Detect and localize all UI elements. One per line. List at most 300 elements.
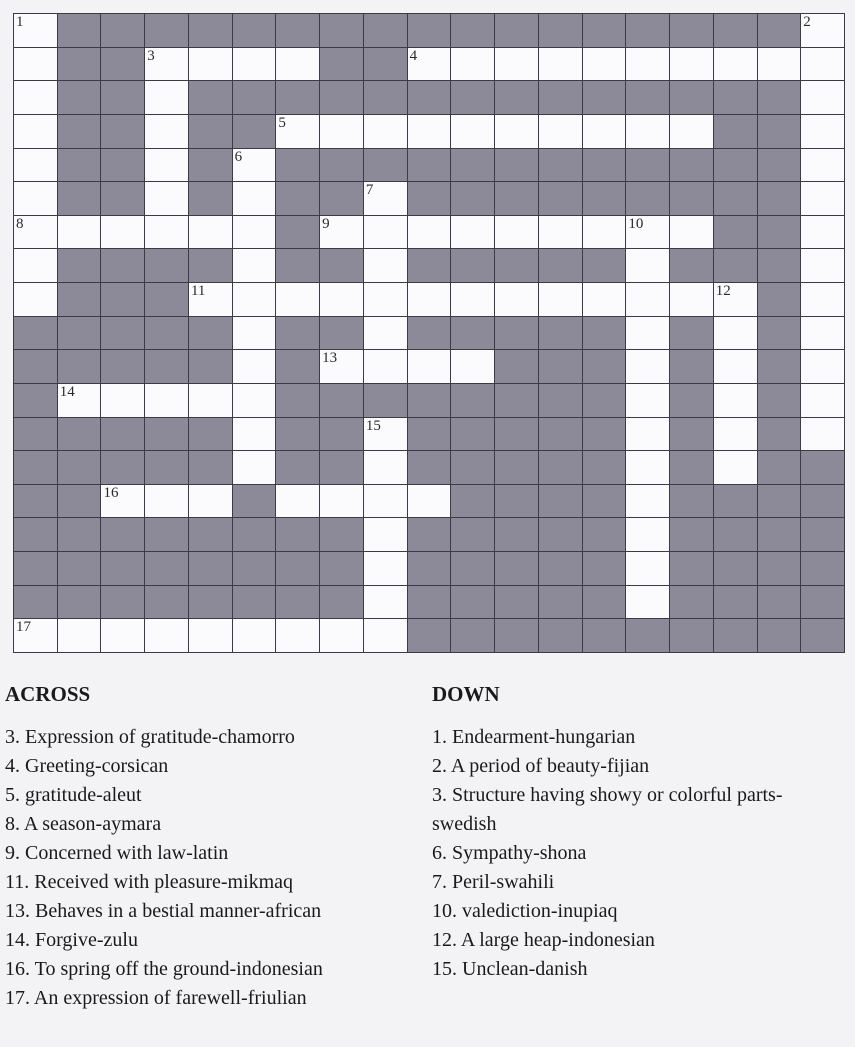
grid-cell-blocked — [58, 485, 101, 518]
grid-cell-blocked — [451, 518, 494, 551]
grid-cell-blocked — [320, 182, 363, 215]
grid-cell-blocked — [14, 418, 57, 451]
grid-cell-open[interactable] — [626, 485, 669, 518]
grid-cell-blocked — [539, 586, 582, 619]
grid-cell-blocked — [451, 384, 494, 417]
grid-cell-open[interactable] — [145, 619, 188, 652]
grid-cell-open[interactable] — [451, 216, 494, 249]
grid-cell-blocked — [14, 518, 57, 551]
grid-cell-blocked — [189, 182, 232, 215]
grid-cell-open[interactable] — [233, 249, 276, 282]
grid-cell-open[interactable] — [276, 48, 319, 81]
grid-cell-open[interactable] — [801, 182, 844, 215]
grid-cell-blocked — [101, 451, 144, 484]
grid-cell-blocked — [714, 619, 757, 652]
grid-cell-open[interactable] — [101, 384, 144, 417]
grid-cell-open[interactable] — [408, 283, 451, 316]
grid-cell-open[interactable] — [626, 283, 669, 316]
grid-cell-open[interactable] — [801, 115, 844, 148]
grid-cell-blocked — [276, 249, 319, 282]
grid-cell-open[interactable] — [495, 283, 538, 316]
grid-cell-blocked — [451, 418, 494, 451]
grid-cell-blocked — [714, 81, 757, 114]
grid-cell-blocked — [670, 451, 713, 484]
grid-cell-blocked — [408, 552, 451, 585]
grid-cell-blocked — [451, 14, 494, 47]
grid-cell-blocked — [451, 552, 494, 585]
grid-cell-open[interactable] — [801, 14, 844, 47]
grid-cell-open[interactable] — [583, 48, 626, 81]
grid-cell-blocked — [101, 115, 144, 148]
grid-cell-blocked — [670, 182, 713, 215]
grid-cell-open[interactable] — [58, 384, 101, 417]
grid-cell-blocked — [145, 350, 188, 383]
down-clue: 6. Sympathy-shona — [432, 842, 587, 864]
grid-cell-blocked — [408, 317, 451, 350]
grid-cell-blocked — [58, 518, 101, 551]
grid-cell-blocked — [320, 14, 363, 47]
grid-cell-blocked — [714, 149, 757, 182]
grid-cell-open[interactable] — [714, 317, 757, 350]
grid-cell-blocked — [670, 619, 713, 652]
grid-cell-blocked — [189, 249, 232, 282]
grid-cell-blocked — [233, 552, 276, 585]
clue-number: 2 — [803, 14, 811, 30]
crossword-grid — [13, 13, 845, 653]
across-clue: 16. To spring off the ground-indonesian — [5, 958, 323, 980]
grid-cell-open[interactable] — [408, 216, 451, 249]
grid-cell-open[interactable] — [145, 485, 188, 518]
grid-cell-open[interactable] — [320, 283, 363, 316]
grid-cell-blocked — [145, 586, 188, 619]
grid-cell-blocked — [189, 14, 232, 47]
grid-cell-blocked — [758, 283, 801, 316]
grid-cell-open[interactable] — [539, 48, 582, 81]
grid-cell-blocked — [495, 182, 538, 215]
grid-cell-open[interactable] — [145, 384, 188, 417]
grid-cell-blocked — [189, 418, 232, 451]
grid-cell-blocked — [408, 149, 451, 182]
grid-cell-open[interactable] — [189, 485, 232, 518]
grid-cell-open[interactable] — [233, 317, 276, 350]
grid-cell-blocked — [670, 14, 713, 47]
grid-cell-blocked — [758, 317, 801, 350]
grid-cell-blocked — [145, 317, 188, 350]
grid-cell-open[interactable] — [583, 115, 626, 148]
grid-cell-blocked — [670, 418, 713, 451]
grid-cell-blocked — [495, 586, 538, 619]
grid-cell-open[interactable] — [801, 249, 844, 282]
grid-cell-open[interactable] — [364, 249, 407, 282]
grid-cell-open[interactable] — [14, 48, 57, 81]
grid-cell-blocked — [101, 317, 144, 350]
grid-cell-blocked — [408, 14, 451, 47]
grid-cell-blocked — [233, 518, 276, 551]
grid-cell-open[interactable] — [364, 418, 407, 451]
grid-cell-blocked — [626, 619, 669, 652]
grid-cell-blocked — [714, 115, 757, 148]
grid-cell-open[interactable] — [189, 619, 232, 652]
grid-cell-blocked — [320, 149, 363, 182]
grid-cell-blocked — [758, 384, 801, 417]
grid-cell-open[interactable] — [14, 619, 57, 652]
grid-cell-blocked — [758, 485, 801, 518]
grid-cell-blocked — [758, 249, 801, 282]
grid-cell-open[interactable] — [233, 283, 276, 316]
grid-cell-open[interactable] — [583, 283, 626, 316]
grid-cell-open[interactable] — [670, 283, 713, 316]
grid-cell-open[interactable] — [320, 115, 363, 148]
grid-cell-open[interactable] — [364, 317, 407, 350]
grid-cell-open[interactable] — [801, 350, 844, 383]
grid-cell-open[interactable] — [539, 283, 582, 316]
grid-cell-open[interactable] — [626, 384, 669, 417]
grid-cell-blocked — [276, 451, 319, 484]
grid-cell-open[interactable] — [101, 485, 144, 518]
grid-cell-open[interactable] — [626, 48, 669, 81]
clue-number: 9 — [322, 215, 330, 232]
grid-cell-blocked — [276, 350, 319, 383]
grid-cell-blocked — [495, 350, 538, 383]
grid-cell-open[interactable] — [320, 350, 363, 383]
grid-cell-open[interactable] — [233, 182, 276, 215]
grid-cell-blocked — [801, 451, 844, 484]
grid-cell-blocked — [320, 418, 363, 451]
grid-cell-blocked — [539, 552, 582, 585]
grid-cell-open[interactable] — [626, 518, 669, 551]
grid-cell-open[interactable] — [408, 48, 451, 81]
grid-cell-blocked — [58, 586, 101, 619]
grid-cell-open[interactable] — [189, 384, 232, 417]
grid-cell-open[interactable] — [801, 418, 844, 451]
across-clue: 11. Received with pleasure-mikmaq — [5, 871, 294, 893]
grid-cell-blocked — [276, 586, 319, 619]
grid-cell-open[interactable] — [233, 418, 276, 451]
grid-cell-blocked — [495, 317, 538, 350]
grid-cell-blocked — [101, 249, 144, 282]
grid-cell-blocked — [626, 182, 669, 215]
grid-cell-open[interactable] — [451, 48, 494, 81]
grid-cell-open[interactable] — [626, 350, 669, 383]
grid-cell-blocked — [320, 384, 363, 417]
grid-cell-open[interactable] — [14, 81, 57, 114]
grid-cell-open[interactable] — [408, 115, 451, 148]
grid-cell-open[interactable] — [364, 115, 407, 148]
grid-cell-blocked — [583, 182, 626, 215]
grid-cell-open[interactable] — [276, 619, 319, 652]
grid-cell-open[interactable] — [714, 418, 757, 451]
grid-cell-blocked — [408, 518, 451, 551]
grid-cell-blocked — [58, 418, 101, 451]
grid-cell-blocked — [408, 451, 451, 484]
grid-cell-blocked — [495, 552, 538, 585]
grid-cell-blocked — [670, 485, 713, 518]
across-clue: 13. Behaves in a bestial manner-african — [5, 900, 322, 922]
grid-cell-blocked — [626, 149, 669, 182]
grid-cell-blocked — [539, 14, 582, 47]
grid-cell-open[interactable] — [233, 350, 276, 383]
grid-cell-blocked — [539, 317, 582, 350]
clue-number: 10 — [628, 215, 644, 232]
grid-cell-blocked — [714, 485, 757, 518]
grid-cell-blocked — [758, 451, 801, 484]
grid-cell-blocked — [539, 485, 582, 518]
grid-cell-open[interactable] — [101, 216, 144, 249]
grid-cell-open[interactable] — [714, 384, 757, 417]
clue-number: 16 — [103, 484, 119, 501]
grid-cell-blocked — [758, 619, 801, 652]
grid-cell-blocked — [58, 182, 101, 215]
grid-cell-open[interactable] — [801, 81, 844, 114]
grid-cell-blocked — [408, 586, 451, 619]
clue-number: 6 — [234, 148, 243, 165]
grid-cell-blocked — [801, 552, 844, 585]
grid-cell-open[interactable] — [276, 485, 319, 518]
grid-cell-open[interactable] — [364, 283, 407, 316]
grid-cell-open[interactable] — [801, 317, 844, 350]
grid-cell-open[interactable] — [14, 283, 57, 316]
grid-cell-blocked — [583, 249, 626, 282]
grid-cell-open[interactable] — [626, 216, 669, 249]
grid-cell-blocked — [58, 451, 101, 484]
grid-cell-blocked — [758, 518, 801, 551]
grid-cell-blocked — [408, 619, 451, 652]
grid-cell-open[interactable] — [670, 48, 713, 81]
clue-number: 15 — [365, 417, 381, 434]
grid-cell-blocked — [714, 14, 757, 47]
grid-cell-blocked — [451, 586, 494, 619]
across-heading: ACROSS — [5, 682, 91, 706]
grid-cell-open[interactable] — [14, 182, 57, 215]
grid-cell-open[interactable] — [276, 115, 319, 148]
grid-cell-blocked — [58, 48, 101, 81]
grid-cell-open[interactable] — [364, 619, 407, 652]
grid-cell-open[interactable] — [320, 619, 363, 652]
grid-cell-open[interactable] — [714, 283, 757, 316]
grid-cell-blocked — [145, 552, 188, 585]
grid-cell-open[interactable] — [364, 552, 407, 585]
grid-cell-blocked — [495, 14, 538, 47]
grid-cell-open[interactable] — [451, 283, 494, 316]
grid-cell-blocked — [189, 115, 232, 148]
grid-cell-blocked — [583, 552, 626, 585]
grid-cell-open[interactable] — [189, 48, 232, 81]
grid-cell-open[interactable] — [626, 451, 669, 484]
grid-cell-open[interactable] — [626, 418, 669, 451]
grid-cell-blocked — [145, 14, 188, 47]
grid-cell-blocked — [276, 216, 319, 249]
grid-cell-blocked — [320, 249, 363, 282]
grid-cell-open[interactable] — [364, 350, 407, 383]
grid-cell-open[interactable] — [364, 586, 407, 619]
grid-cell-open[interactable] — [539, 115, 582, 148]
grid-cell-blocked — [101, 283, 144, 316]
grid-cell-blocked — [670, 384, 713, 417]
grid-cell-blocked — [145, 518, 188, 551]
grid-cell-open[interactable] — [801, 149, 844, 182]
grid-cell-blocked — [714, 182, 757, 215]
grid-cell-blocked — [714, 216, 757, 249]
grid-cell-open[interactable] — [145, 149, 188, 182]
down-heading: DOWN — [432, 682, 500, 706]
grid-cell-blocked — [495, 384, 538, 417]
grid-cell-blocked — [714, 518, 757, 551]
grid-cell-open[interactable] — [714, 350, 757, 383]
grid-cell-blocked — [539, 418, 582, 451]
grid-cell-blocked — [758, 350, 801, 383]
grid-cell-open[interactable] — [145, 115, 188, 148]
grid-cell-blocked — [364, 384, 407, 417]
grid-cell-open[interactable] — [320, 216, 363, 249]
grid-cell-blocked — [583, 384, 626, 417]
grid-cell-open[interactable] — [758, 48, 801, 81]
grid-cell-open[interactable] — [233, 384, 276, 417]
grid-cell-open[interactable] — [714, 48, 757, 81]
grid-cell-blocked — [539, 249, 582, 282]
grid-cell-blocked — [320, 586, 363, 619]
grid-cell-open[interactable] — [364, 216, 407, 249]
grid-cell-open[interactable] — [145, 48, 188, 81]
grid-cell-open[interactable] — [14, 249, 57, 282]
across-clue: 14. Forgive-zulu — [5, 929, 138, 951]
grid-cell-blocked — [276, 14, 319, 47]
grid-cell-blocked — [583, 418, 626, 451]
grid-cell-open[interactable] — [539, 216, 582, 249]
grid-cell-blocked — [408, 249, 451, 282]
grid-cell-open[interactable] — [495, 115, 538, 148]
grid-cell-open[interactable] — [320, 485, 363, 518]
clue-number: 5 — [278, 114, 286, 131]
grid-cell-open[interactable] — [626, 586, 669, 619]
grid-cell-open[interactable] — [801, 384, 844, 417]
grid-cell-blocked — [670, 350, 713, 383]
grid-cell-open[interactable] — [101, 619, 144, 652]
grid-cell-open[interactable] — [364, 182, 407, 215]
grid-cell-open[interactable] — [714, 451, 757, 484]
grid-cell-blocked — [758, 216, 801, 249]
grid-cell-open[interactable] — [495, 216, 538, 249]
grid-cell-open[interactable] — [233, 216, 276, 249]
grid-cell-open[interactable] — [801, 48, 844, 81]
clue-number: 17 — [16, 619, 31, 636]
grid-cell-blocked — [670, 317, 713, 350]
grid-cell-open[interactable] — [189, 283, 232, 316]
grid-cell-blocked — [670, 518, 713, 551]
grid-cell-open[interactable] — [626, 317, 669, 350]
grid-cell-open[interactable] — [801, 216, 844, 249]
grid-cell-blocked — [495, 485, 538, 518]
grid-cell-blocked — [101, 552, 144, 585]
grid-cell-blocked — [451, 485, 494, 518]
grid-cell-blocked — [320, 81, 363, 114]
grid-cell-blocked — [801, 485, 844, 518]
grid-cell-blocked — [101, 14, 144, 47]
grid-cell-open[interactable] — [233, 619, 276, 652]
grid-cell-blocked — [276, 552, 319, 585]
down-clue: 12. A large heap-indonesian — [432, 929, 655, 951]
grid-cell-open[interactable] — [626, 249, 669, 282]
grid-cell-blocked — [14, 485, 57, 518]
grid-cell-blocked — [276, 182, 319, 215]
grid-cell-blocked — [233, 485, 276, 518]
grid-cell-open[interactable] — [670, 216, 713, 249]
across-clues — [5, 682, 415, 1013]
grid-cell-open[interactable] — [626, 552, 669, 585]
grid-cell-blocked — [233, 81, 276, 114]
grid-cell-blocked — [451, 451, 494, 484]
grid-cell-blocked — [583, 485, 626, 518]
grid-cell-open[interactable] — [364, 451, 407, 484]
across-clue: 9. Concerned with law-latin — [5, 842, 229, 864]
grid-cell-open[interactable] — [451, 115, 494, 148]
grid-cell-blocked — [408, 182, 451, 215]
grid-cell-open[interactable] — [145, 182, 188, 215]
grid-cell-open[interactable] — [14, 115, 57, 148]
grid-cell-open[interactable] — [145, 216, 188, 249]
grid-cell-open[interactable] — [58, 216, 101, 249]
grid-cell-blocked — [14, 317, 57, 350]
grid-cell-open[interactable] — [408, 350, 451, 383]
grid-cell-blocked — [276, 518, 319, 551]
grid-cell-open[interactable] — [233, 451, 276, 484]
grid-cell-open[interactable] — [14, 149, 57, 182]
grid-cell-open[interactable] — [801, 283, 844, 316]
grid-cell-blocked — [495, 518, 538, 551]
grid-cell-open[interactable] — [145, 81, 188, 114]
grid-cell-blocked — [670, 552, 713, 585]
grid-cell-blocked — [583, 586, 626, 619]
grid-cell-open[interactable] — [364, 485, 407, 518]
grid-cell-open[interactable] — [233, 149, 276, 182]
grid-cell-open[interactable] — [189, 216, 232, 249]
grid-cell-blocked — [539, 350, 582, 383]
grid-cell-open[interactable] — [58, 619, 101, 652]
clue-number: 4 — [409, 47, 418, 64]
grid-cell-open[interactable] — [14, 216, 57, 249]
grid-cell-blocked — [189, 81, 232, 114]
grid-cell-open[interactable] — [495, 48, 538, 81]
grid-cell-blocked — [101, 586, 144, 619]
grid-cell-open[interactable] — [276, 283, 319, 316]
grid-cell-blocked — [58, 350, 101, 383]
grid-cell-open[interactable] — [583, 216, 626, 249]
grid-cell-blocked — [58, 14, 101, 47]
grid-cell-blocked — [408, 384, 451, 417]
grid-cell-blocked — [14, 384, 57, 417]
grid-cell-open[interactable] — [14, 14, 57, 47]
grid-cell-open[interactable] — [451, 350, 494, 383]
grid-cell-blocked — [539, 81, 582, 114]
grid-cell-blocked — [670, 81, 713, 114]
grid-cell-open[interactable] — [233, 48, 276, 81]
grid-cell-blocked — [189, 552, 232, 585]
grid-cell-open[interactable] — [364, 518, 407, 551]
across-clue: 4. Greeting-corsican — [5, 755, 169, 777]
grid-cell-blocked — [276, 384, 319, 417]
grid-cell-blocked — [539, 451, 582, 484]
grid-cell-blocked — [583, 149, 626, 182]
grid-cell-open[interactable] — [626, 115, 669, 148]
grid-cell-blocked — [364, 48, 407, 81]
grid-cell-blocked — [101, 149, 144, 182]
grid-cell-blocked — [670, 586, 713, 619]
down-clue: 15. Unclean-danish — [432, 958, 588, 980]
down-clue: 7. Peril-swahili — [432, 871, 555, 893]
grid-cell-blocked — [189, 149, 232, 182]
grid-cell-blocked — [626, 14, 669, 47]
grid-cell-open[interactable] — [670, 115, 713, 148]
grid-cell-open[interactable] — [408, 485, 451, 518]
